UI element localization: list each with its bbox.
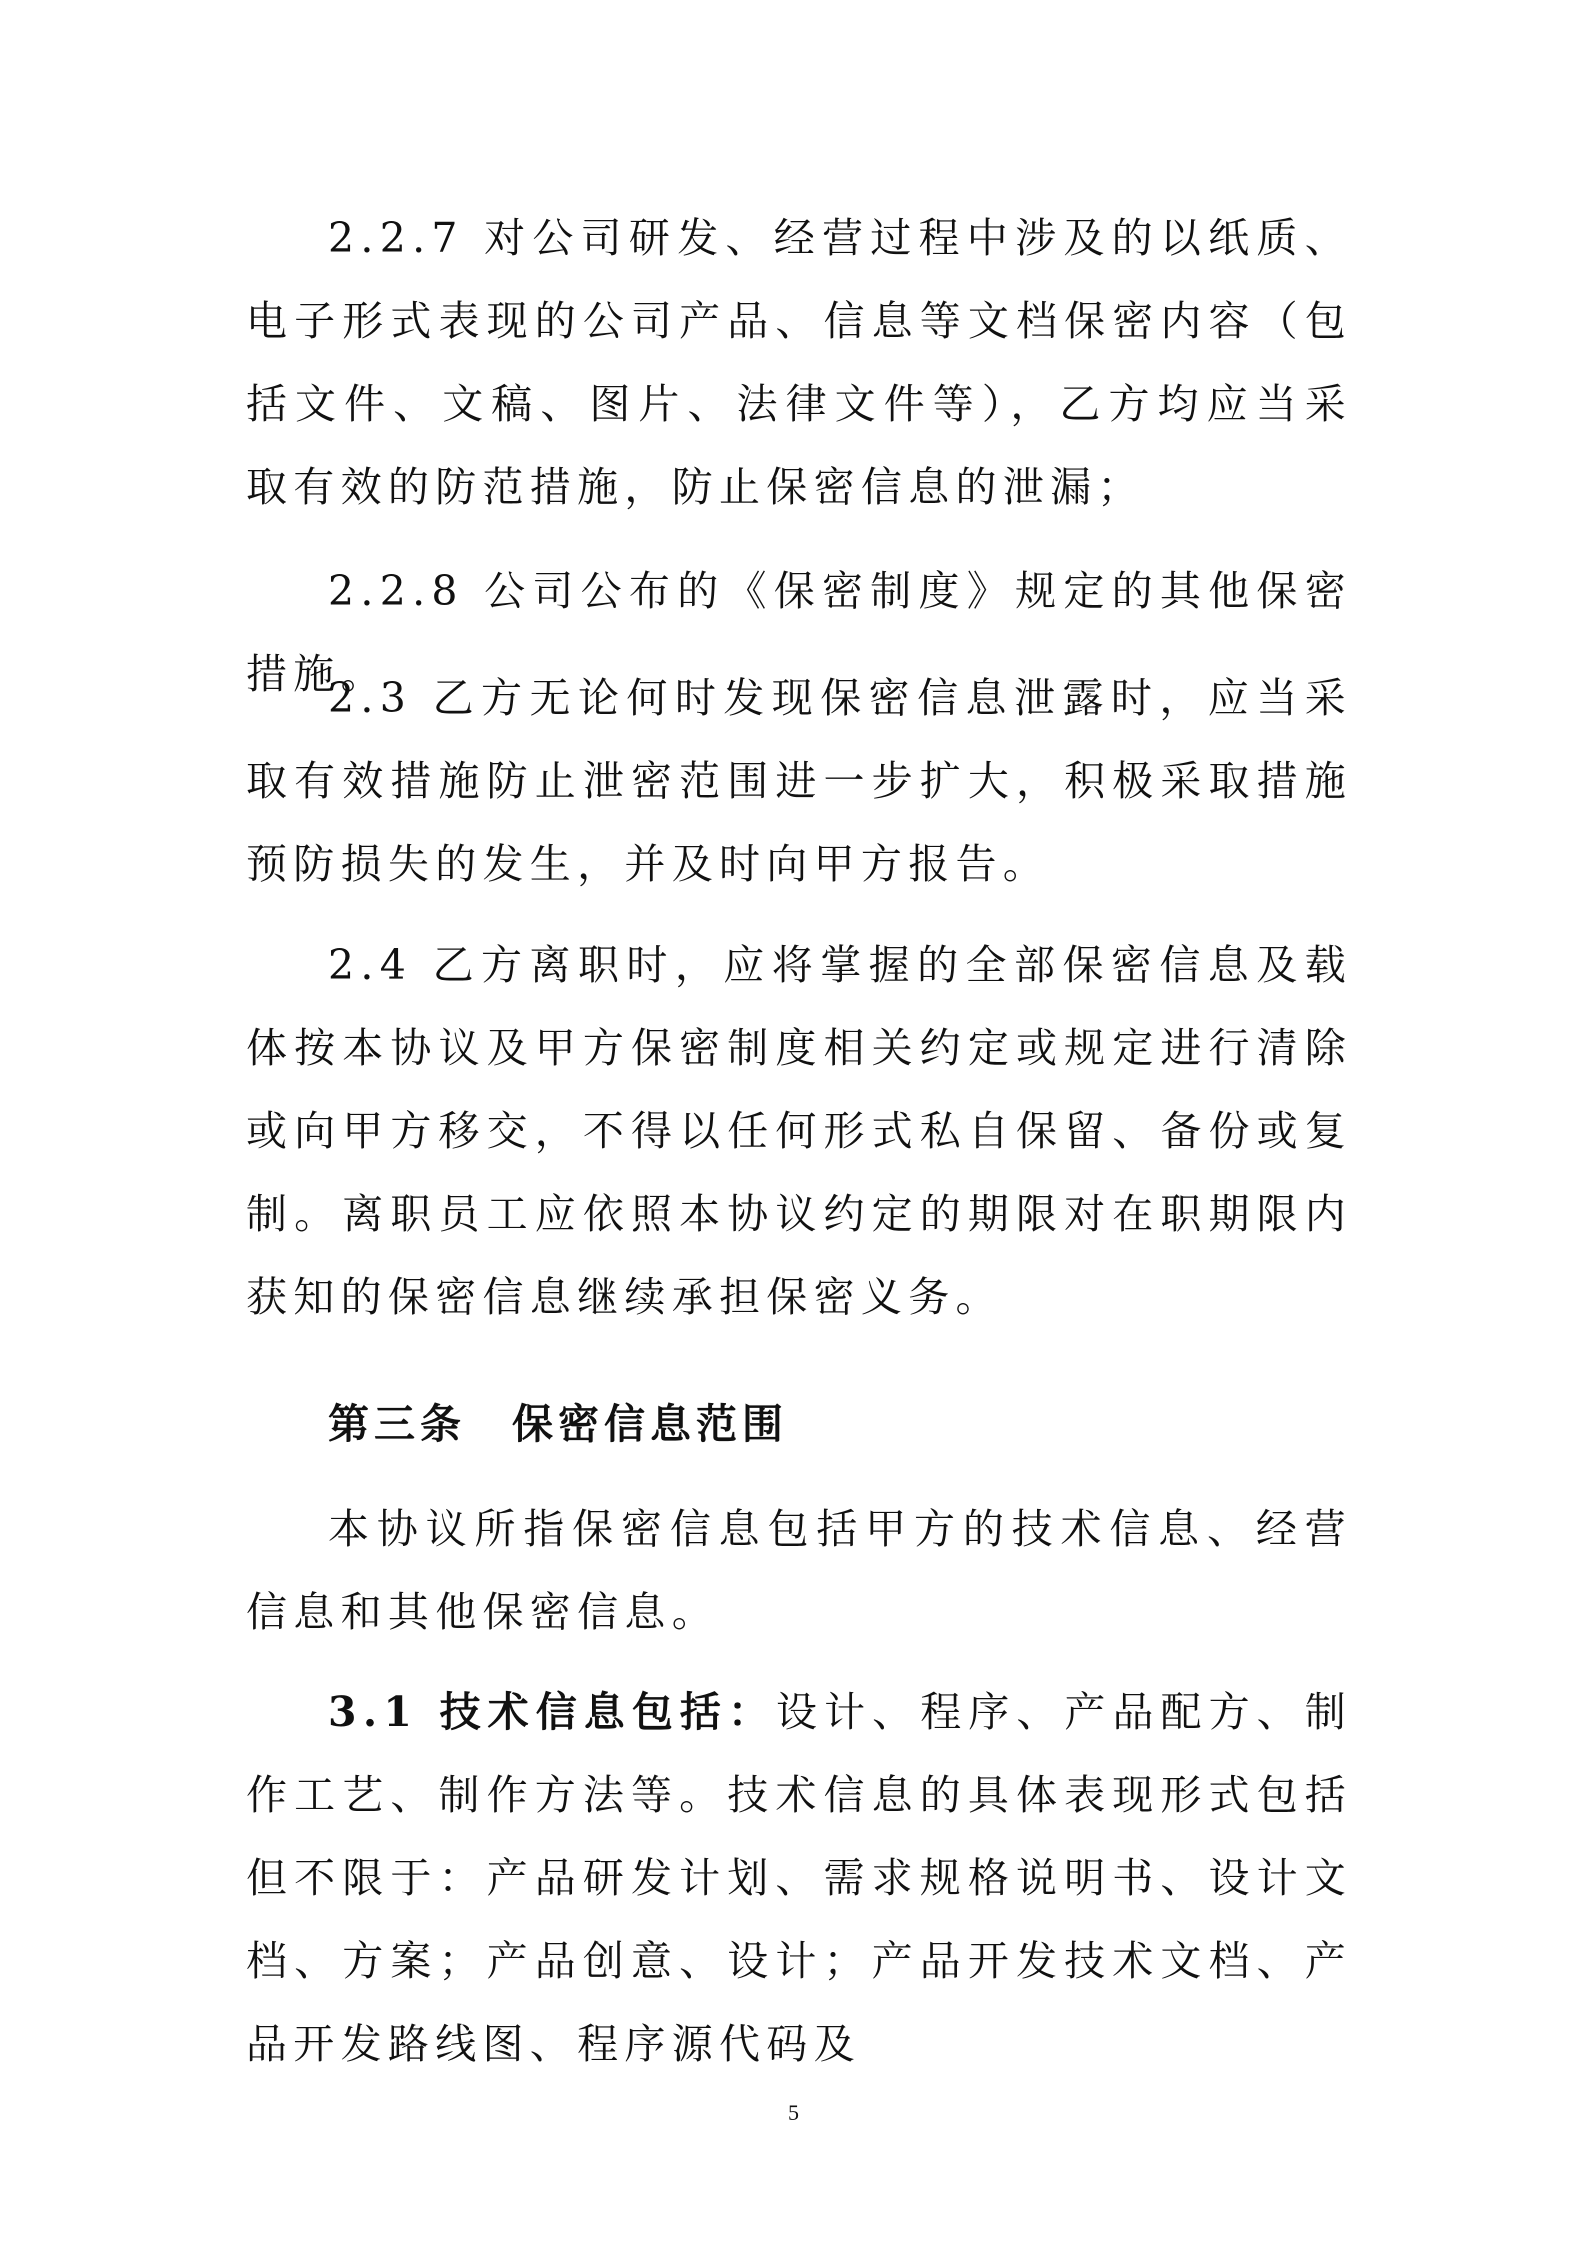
paragraph-2-2-7: 2.2.7 对公司研发、经营过程中涉及的以纸质、电子形式表现的公司产品、信息等文档保密内容（包括文件、文稿、图片、法律文件等），乙方均应当采取有效的防范措施，防止保密信息的泄漏； <box>246 214 1352 511</box>
paragraph-2-2-8: 2.2.8 公司公布的《保密制度》规定的其他保密措施。 <box>246 567 1352 698</box>
paragraph-3-1 <box>246 1671 1352 2086</box>
paragraph-3-1-lead: 3.1 技术信息包括： <box>328 1688 777 1736</box>
paragraph-2-4: 2.4 乙方离职时，应将掌握的全部保密信息及载体按本协议及甲方保密制度相关约定或规定进行清除或向甲方移交，不得以任何形式私自保留、备份或复制。离职员工应依照本协议约定的期限对在职期限内获知的保密信息继续承担保密义务。 <box>246 941 1352 1321</box>
page-number: 5 <box>788 2100 799 2125</box>
section-heading-article-3: 第三条 保密信息范围 <box>328 1400 788 1448</box>
paragraph-3-1-body: 设计、程序、产品配方、制作工艺、制作方法等。技术信息的具体表现形式包括但不限于：产品研发计划、需求规格说明书、设计文档、方案；产品创意、设计；产品开发技术文档、产品开发路线图、程序源代码及 <box>246 1688 1352 2068</box>
paragraph-2-3: 2.3 乙方无论何时发现保密信息泄露时，应当采取有效措施防止泄密范围进一步扩大，积极采取措施预防损失的发生，并及时向甲方报告。 <box>246 674 1352 888</box>
paragraph-article-3-intro: 本协议所指保密信息包括甲方的技术信息、经营信息和其他保密信息。 <box>246 1505 1352 1636</box>
